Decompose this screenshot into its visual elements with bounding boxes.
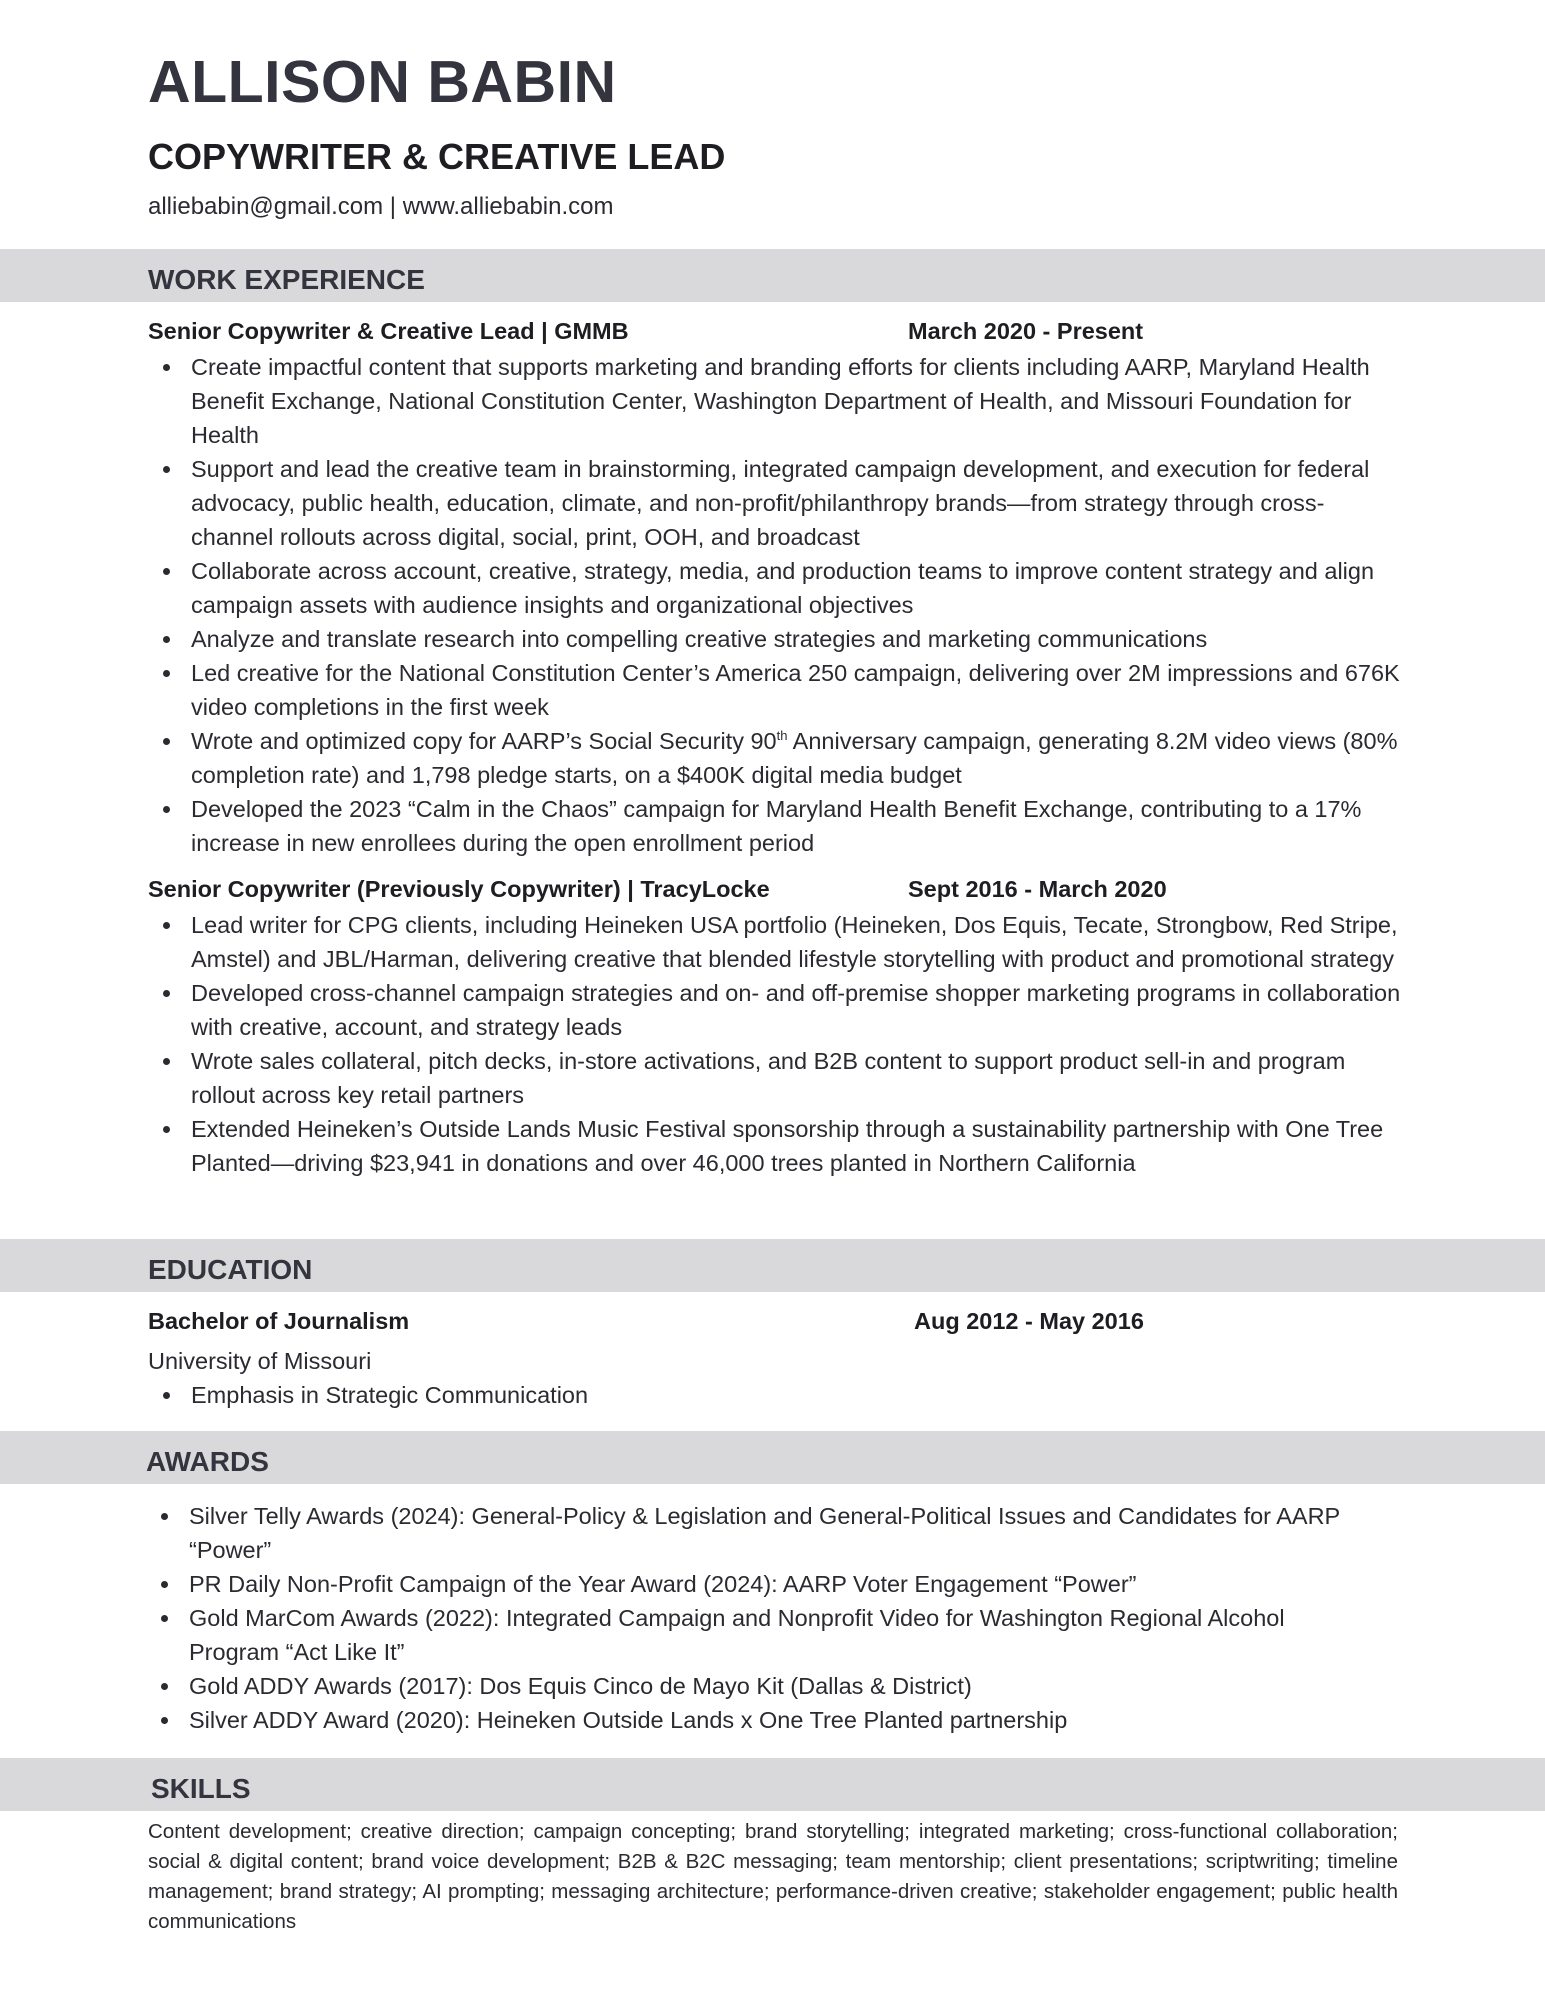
contact-line [148, 193, 613, 221]
list-item: PR Daily Non-Profit Campaign of the Year Award (2024): AARP Voter Engagement “Power” [146, 1567, 1345, 1601]
candidate-name: ALLISON BABIN [148, 49, 617, 115]
list-item: Support and lead the creative team in brainstorming, integrated campaign development, and execution for federal advocacy, public health, education, climate, and non-profit/philanthropy brands—from strategy through cross-channel rollouts across digital, social, print, OOH, and broadcast [148, 452, 1405, 554]
degree-dates: Aug 2012 - May 2016 [914, 1308, 1144, 1334]
website-link[interactable]: www.alliebabin.com [402, 193, 614, 220]
aarp-text-before: Wrote and optimized copy for AARP’s Social Security 90 [191, 728, 777, 754]
ordinal-superscript: th [776, 728, 788, 744]
job-header [0, 876, 1545, 908]
email-link[interactable]: alliebabin@gmail.com [148, 193, 384, 220]
job-title: Senior Copywriter (Previously Copywriter) | TracyLocke [148, 876, 770, 902]
degree-title: Bachelor of Journalism [148, 1308, 410, 1334]
education-band [0, 1239, 1545, 1292]
list-item: Create impactful content that supports marketing and branding efforts for clients including AARP, Maryland Health Benefit Exchange, National Constitution Center, Washington Department of Health, and Missouri Foundation for Health [148, 350, 1405, 452]
work-experience-band [0, 249, 1545, 302]
school-name: University of Missouri [148, 1348, 372, 1374]
education-entry [0, 1308, 1545, 1412]
degree-header [0, 1308, 1545, 1340]
list-item: Wrote sales collateral, pitch decks, in-store activations, and B2B content to support product sell-in and program rollout across key retail partners [148, 1044, 1405, 1112]
skills-heading: SKILLS [151, 1773, 251, 1804]
skills-text: Content development; creative direction; campaign concepting; brand storytelling; integrated marketing; cross-functional collaboration; social & digital content; brand voice development; B2B & B2C messaging; team mentorship; client presentations; scriptwriting; timeline management; brand strategy; AI prompting; messaging architecture; performance-driven creative; stakeholder engagement; public health communications [148, 1820, 1398, 1933]
awards-band [0, 1431, 1545, 1484]
list-item: Silver ADDY Award (2020): Heineken Outside Lands x One Tree Planted partnership [146, 1703, 1345, 1737]
list-item: Led creative for the National Constitution Center’s America 250 campaign, delivering over 2M impressions and 676K video completions in the first week [148, 656, 1405, 724]
work-experience-heading: WORK EXPERIENCE [148, 264, 425, 295]
education-heading: EDUCATION [148, 1254, 313, 1285]
candidate-headline: COPYWRITER & CREATIVE LEAD [148, 136, 726, 177]
job-tracylocke [0, 876, 1545, 1180]
list-item: Extended Heineken’s Outside Lands Music Festival sponsorship through a sustainability partnership with One Tree Planted—driving $23,941 in donations and over 46,000 trees planted in Northern California [148, 1112, 1405, 1180]
list-item: Emphasis in Strategic Communication [148, 1378, 1397, 1412]
awards-heading: AWARDS [146, 1446, 269, 1477]
list-item: Silver Telly Awards (2024): General-Policy & Legislation and General-Political Issues and Candidates for AARP “Power” [146, 1499, 1345, 1567]
skills-band [0, 1758, 1545, 1811]
list-item: Developed cross-channel campaign strategies and on- and off-premise shopper marketing programs in collaboration with creative, account, and strategy leads [148, 976, 1405, 1044]
job-dates: Sept 2016 - March 2020 [908, 876, 1167, 902]
list-item: Collaborate across account, creative, strategy, media, and production teams to improve content strategy and align campaign assets with audience insights and organizational objectives [148, 554, 1405, 622]
awards-list-section [0, 1499, 1545, 1737]
list-item: Developed the 2023 “Calm in the Chaos” campaign for Maryland Health Benefit Exchange, contributing to a 17% increase in new enrollees during the open enrollment period [148, 792, 1405, 860]
job-dates: March 2020 - Present [908, 318, 1144, 344]
education-bullets [148, 1378, 1397, 1412]
job-gmmb [0, 318, 1545, 860]
list-item: Lead writer for CPG clients, including Heineken USA portfolio (Heineken, Dos Equis, Tecate, Strongbow, Red Stripe, Amstel) and JBL/Harman, delivering creative that blended lifestyle storytelling with product and promotional strategy [148, 908, 1405, 976]
list-item [148, 724, 1405, 792]
awards-list [146, 1499, 1345, 1737]
list-item: Gold ADDY Awards (2017): Dos Equis Cinco de Mayo Kit (Dallas & District) [146, 1669, 1345, 1703]
job-title: Senior Copywriter & Creative Lead | GMMB [148, 318, 629, 344]
job-bullets [148, 350, 1405, 860]
contact-separator: | [383, 193, 403, 220]
aarp-text-after: Anniversary campaign, generating 8.2M video views (80% completion rate) and 1,798 pledge starts, on a $400K digital media budget [191, 728, 1398, 788]
list-item: Analyze and translate research into compelling creative strategies and marketing communications [148, 622, 1405, 656]
job-bullets [148, 908, 1405, 1180]
job-header [0, 318, 1545, 350]
list-item: Gold MarCom Awards (2022): Integrated Campaign and Nonprofit Video for Washington Regional Alcohol Program “Act Like It” [146, 1601, 1345, 1669]
